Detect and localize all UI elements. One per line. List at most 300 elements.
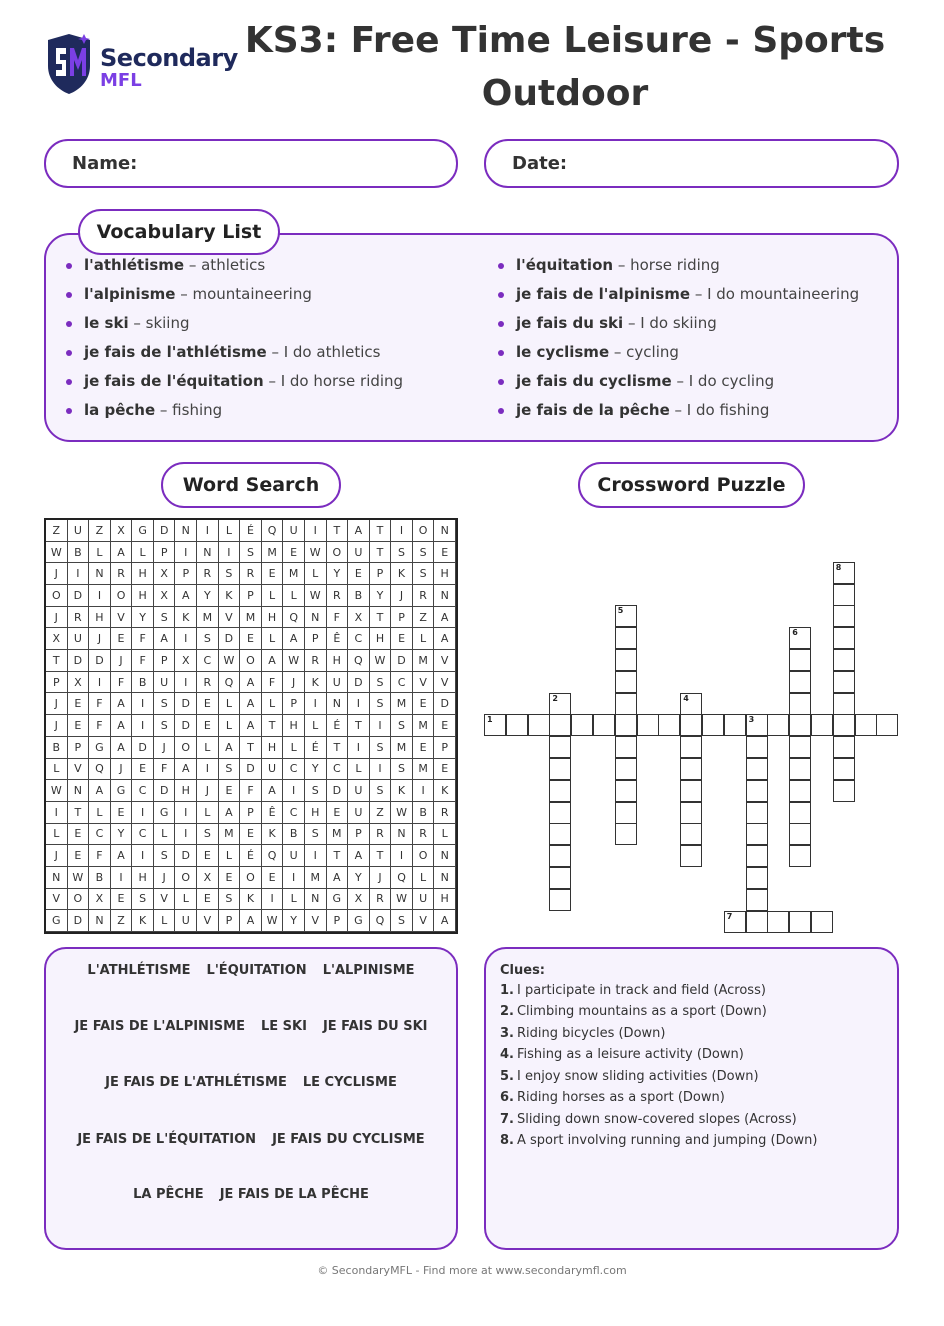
word-search-letter[interactable]: I: [370, 759, 392, 781]
crossword-cell[interactable]: [615, 627, 637, 649]
word-search-letter[interactable]: T: [68, 802, 90, 824]
word-search-letter[interactable]: L: [413, 628, 435, 650]
word-search-letter[interactable]: E: [240, 628, 262, 650]
word-search-letter[interactable]: Q: [89, 759, 111, 781]
word-search-letter[interactable]: Y: [197, 585, 219, 607]
word-search-letter[interactable]: H: [132, 867, 154, 889]
word-search-letter[interactable]: D: [68, 910, 90, 932]
word-search-letter[interactable]: E: [434, 759, 456, 781]
crossword-cell[interactable]: [833, 649, 855, 671]
word-search-letter[interactable]: A: [111, 737, 133, 759]
word-search-letter[interactable]: J: [46, 845, 68, 867]
word-search-letter[interactable]: Q: [348, 650, 370, 672]
word-search-letter[interactable]: I: [305, 693, 327, 715]
word-search-letter[interactable]: I: [132, 693, 154, 715]
word-search-letter[interactable]: T: [370, 520, 392, 542]
word-search-letter[interactable]: Y: [305, 759, 327, 781]
crossword-cell[interactable]: [615, 736, 637, 758]
word-search-letter[interactable]: S: [413, 563, 435, 585]
word-search-letter[interactable]: N: [434, 520, 456, 542]
crossword-cell[interactable]: [615, 758, 637, 780]
word-search-letter[interactable]: X: [154, 563, 176, 585]
word-search-letter[interactable]: A: [111, 542, 133, 564]
word-search-letter[interactable]: S: [219, 759, 241, 781]
word-search-letter[interactable]: E: [132, 759, 154, 781]
word-search-letter[interactable]: H: [89, 607, 111, 629]
word-search-letter[interactable]: F: [132, 628, 154, 650]
crossword-cell[interactable]: [789, 780, 811, 802]
word-search-letter[interactable]: R: [413, 824, 435, 846]
word-search-letter[interactable]: L: [283, 889, 305, 911]
crossword-cell[interactable]: [833, 584, 855, 606]
word-search-letter[interactable]: I: [89, 585, 111, 607]
word-search-letter[interactable]: M: [262, 542, 284, 564]
word-search-letter[interactable]: J: [154, 867, 176, 889]
word-search-letter[interactable]: L: [219, 693, 241, 715]
word-search-letter[interactable]: V: [197, 910, 219, 932]
crossword-cell[interactable]: [746, 802, 768, 824]
word-search-letter[interactable]: B: [68, 542, 90, 564]
word-search-letter[interactable]: Z: [46, 520, 68, 542]
word-search-letter[interactable]: V: [219, 607, 241, 629]
word-search-letter[interactable]: B: [413, 802, 435, 824]
word-search-letter[interactable]: E: [68, 715, 90, 737]
word-search-letter[interactable]: U: [413, 889, 435, 911]
crossword-cell[interactable]: [746, 758, 768, 780]
word-search-letter[interactable]: J: [46, 563, 68, 585]
word-search-letter[interactable]: K: [219, 585, 241, 607]
word-search-letter[interactable]: P: [283, 693, 305, 715]
word-search-letter[interactable]: N: [305, 607, 327, 629]
word-search-letter[interactable]: G: [132, 520, 154, 542]
word-search-letter[interactable]: G: [348, 910, 370, 932]
word-search-letter[interactable]: T: [327, 845, 349, 867]
word-search-letter[interactable]: É: [327, 715, 349, 737]
word-search-letter[interactable]: C: [283, 802, 305, 824]
word-search-letter[interactable]: L: [305, 715, 327, 737]
word-search-letter[interactable]: R: [305, 650, 327, 672]
word-search-letter[interactable]: R: [434, 802, 456, 824]
word-search-letter[interactable]: I: [283, 867, 305, 889]
word-search-letter[interactable]: N: [434, 845, 456, 867]
crossword-cell[interactable]: [571, 714, 593, 736]
word-search-letter[interactable]: E: [413, 693, 435, 715]
word-search-letter[interactable]: D: [219, 628, 241, 650]
word-search-letter[interactable]: L: [132, 542, 154, 564]
word-search-letter[interactable]: P: [154, 542, 176, 564]
word-search-letter[interactable]: V: [68, 759, 90, 781]
crossword-cell[interactable]: [833, 693, 855, 715]
word-search-letter[interactable]: M: [305, 867, 327, 889]
word-search-letter[interactable]: N: [46, 867, 68, 889]
word-search-letter[interactable]: D: [132, 737, 154, 759]
crossword-cell[interactable]: [767, 714, 789, 736]
word-search-letter[interactable]: W: [46, 780, 68, 802]
word-search-letter[interactable]: M: [327, 824, 349, 846]
word-search-letter[interactable]: J: [391, 585, 413, 607]
word-search-letter[interactable]: N: [175, 520, 197, 542]
word-search-letter[interactable]: V: [46, 889, 68, 911]
crossword-cell[interactable]: [767, 911, 789, 933]
word-search-letter[interactable]: P: [175, 563, 197, 585]
word-search-letter[interactable]: T: [370, 845, 392, 867]
word-search-letter[interactable]: V: [413, 910, 435, 932]
word-search-letter[interactable]: E: [262, 867, 284, 889]
word-search-letter[interactable]: E: [391, 628, 413, 650]
word-search-letter[interactable]: E: [434, 715, 456, 737]
word-search-letter[interactable]: I: [413, 780, 435, 802]
word-search-letter[interactable]: S: [391, 542, 413, 564]
word-search-letter[interactable]: I: [175, 628, 197, 650]
crossword-cell[interactable]: [702, 714, 724, 736]
word-search-letter[interactable]: U: [348, 542, 370, 564]
crossword-cell[interactable]: [615, 780, 637, 802]
word-search-letter[interactable]: U: [154, 672, 176, 694]
word-search-letter[interactable]: A: [175, 585, 197, 607]
crossword-cell[interactable]: [789, 823, 811, 845]
word-search-letter[interactable]: H: [434, 889, 456, 911]
word-search-letter[interactable]: J: [46, 607, 68, 629]
word-search-letter[interactable]: B: [46, 737, 68, 759]
word-search-letter[interactable]: O: [413, 520, 435, 542]
word-search-letter[interactable]: X: [175, 650, 197, 672]
word-search-letter[interactable]: S: [370, 780, 392, 802]
word-search-letter[interactable]: P: [348, 824, 370, 846]
word-search-letter[interactable]: P: [391, 607, 413, 629]
crossword-cell[interactable]: [789, 649, 811, 671]
word-search-letter[interactable]: J: [111, 650, 133, 672]
word-search-letter[interactable]: Q: [391, 867, 413, 889]
word-search-letter[interactable]: E: [68, 824, 90, 846]
crossword-cell[interactable]: [549, 693, 571, 715]
word-search-letter[interactable]: U: [68, 628, 90, 650]
word-search-letter[interactable]: K: [262, 824, 284, 846]
word-search-letter[interactable]: J: [197, 780, 219, 802]
word-search-letter[interactable]: L: [46, 759, 68, 781]
word-search-letter[interactable]: R: [240, 563, 262, 585]
word-search-letter[interactable]: N: [89, 910, 111, 932]
word-search-letter[interactable]: Z: [370, 802, 392, 824]
word-search-letter[interactable]: I: [175, 802, 197, 824]
word-search-letter[interactable]: Y: [132, 607, 154, 629]
word-search-letter[interactable]: U: [262, 759, 284, 781]
word-search-letter[interactable]: Ê: [262, 802, 284, 824]
word-search-letter[interactable]: O: [240, 650, 262, 672]
word-search-letter[interactable]: G: [327, 889, 349, 911]
word-search-letter[interactable]: I: [219, 542, 241, 564]
word-search-letter[interactable]: K: [240, 889, 262, 911]
word-search-letter[interactable]: E: [283, 542, 305, 564]
word-search-letter[interactable]: X: [68, 672, 90, 694]
word-search-letter[interactable]: I: [197, 520, 219, 542]
word-search-letter[interactable]: N: [434, 867, 456, 889]
word-search-letter[interactable]: H: [132, 563, 154, 585]
word-search-letter[interactable]: K: [434, 780, 456, 802]
word-search-letter[interactable]: Q: [262, 845, 284, 867]
word-search-letter[interactable]: E: [219, 780, 241, 802]
crossword-cell[interactable]: [615, 823, 637, 845]
date-field[interactable]: [484, 139, 899, 188]
word-search-letter[interactable]: A: [219, 802, 241, 824]
crossword-cell[interactable]: [549, 758, 571, 780]
word-search-letter[interactable]: A: [240, 715, 262, 737]
crossword-cell[interactable]: [833, 736, 855, 758]
word-search-letter[interactable]: S: [154, 715, 176, 737]
crossword-cell[interactable]: [811, 714, 833, 736]
word-search-letter[interactable]: P: [219, 910, 241, 932]
word-search-letter[interactable]: I: [370, 715, 392, 737]
crossword-cell[interactable]: [811, 911, 833, 933]
word-search-letter[interactable]: D: [154, 520, 176, 542]
word-search-letter[interactable]: S: [219, 563, 241, 585]
crossword-cell[interactable]: [746, 736, 768, 758]
word-search-letter[interactable]: A: [219, 737, 241, 759]
word-search-letter[interactable]: X: [348, 607, 370, 629]
crossword-cell[interactable]: [789, 627, 811, 649]
word-search-letter[interactable]: U: [348, 780, 370, 802]
word-search-letter[interactable]: S: [240, 542, 262, 564]
word-search-letter[interactable]: I: [197, 759, 219, 781]
crossword-cell[interactable]: [680, 736, 702, 758]
crossword-cell[interactable]: [680, 845, 702, 867]
word-search-letter[interactable]: L: [154, 910, 176, 932]
word-search-letter[interactable]: A: [240, 672, 262, 694]
crossword-cell[interactable]: [549, 867, 571, 889]
word-search-letter[interactable]: R: [111, 563, 133, 585]
word-search-letter[interactable]: I: [391, 520, 413, 542]
word-search-letter[interactable]: I: [283, 780, 305, 802]
word-search-letter[interactable]: A: [262, 780, 284, 802]
word-search-letter[interactable]: Q: [219, 672, 241, 694]
word-search-letter[interactable]: J: [370, 867, 392, 889]
word-search-letter[interactable]: Y: [348, 867, 370, 889]
word-search-letter[interactable]: L: [154, 824, 176, 846]
word-search-letter[interactable]: U: [283, 845, 305, 867]
word-search-letter[interactable]: S: [154, 693, 176, 715]
word-search-letter[interactable]: C: [327, 759, 349, 781]
crossword-cell[interactable]: [746, 911, 768, 933]
word-search-letter[interactable]: T: [370, 607, 392, 629]
word-search-letter[interactable]: W: [305, 585, 327, 607]
word-search-letter[interactable]: H: [434, 563, 456, 585]
word-search-letter[interactable]: H: [305, 802, 327, 824]
word-search-letter[interactable]: I: [111, 867, 133, 889]
crossword-cell[interactable]: [549, 823, 571, 845]
word-search-letter[interactable]: E: [240, 824, 262, 846]
word-search-letter[interactable]: I: [132, 715, 154, 737]
word-search-letter[interactable]: É: [305, 737, 327, 759]
crossword-cell[interactable]: [615, 802, 637, 824]
word-search-letter[interactable]: W: [68, 867, 90, 889]
word-search-letter[interactable]: D: [240, 759, 262, 781]
word-search-letter[interactable]: J: [46, 715, 68, 737]
word-search-letter[interactable]: R: [197, 563, 219, 585]
word-search-letter[interactable]: I: [132, 802, 154, 824]
word-search-letter[interactable]: E: [348, 563, 370, 585]
crossword-cell[interactable]: [789, 911, 811, 933]
word-search-letter[interactable]: N: [391, 824, 413, 846]
name-field[interactable]: [44, 139, 458, 188]
word-search-letter[interactable]: P: [46, 672, 68, 694]
word-search-letter[interactable]: H: [175, 780, 197, 802]
crossword-cell[interactable]: [549, 845, 571, 867]
crossword-cell[interactable]: [615, 714, 637, 736]
word-search-letter[interactable]: O: [327, 542, 349, 564]
word-search-letter[interactable]: Y: [327, 563, 349, 585]
word-search-letter[interactable]: X: [111, 520, 133, 542]
crossword-cell[interactable]: [746, 889, 768, 911]
crossword-cell[interactable]: [789, 671, 811, 693]
word-search-letter[interactable]: L: [434, 824, 456, 846]
word-search-letter[interactable]: F: [89, 715, 111, 737]
word-search-letter[interactable]: C: [132, 780, 154, 802]
word-search-letter[interactable]: Ê: [327, 628, 349, 650]
word-search-letter[interactable]: R: [68, 607, 90, 629]
word-search-letter[interactable]: W: [219, 650, 241, 672]
crossword-cell[interactable]: [615, 605, 637, 627]
word-search-letter[interactable]: A: [434, 910, 456, 932]
word-search-letter[interactable]: W: [391, 802, 413, 824]
word-search-letter[interactable]: S: [305, 824, 327, 846]
crossword-cell[interactable]: [833, 714, 855, 736]
word-search-letter[interactable]: X: [348, 889, 370, 911]
word-search-letter[interactable]: I: [391, 845, 413, 867]
word-search-letter[interactable]: C: [89, 824, 111, 846]
crossword-cell[interactable]: [724, 714, 746, 736]
word-search-letter[interactable]: Y: [283, 910, 305, 932]
word-search-letter[interactable]: W: [283, 650, 305, 672]
word-search-letter[interactable]: E: [111, 889, 133, 911]
word-search-letter[interactable]: D: [68, 585, 90, 607]
word-search-letter[interactable]: S: [391, 715, 413, 737]
word-search-letter[interactable]: G: [154, 802, 176, 824]
crossword-cell[interactable]: [615, 649, 637, 671]
word-search-letter[interactable]: D: [175, 715, 197, 737]
word-search-letter[interactable]: B: [89, 867, 111, 889]
word-search-letter[interactable]: I: [175, 824, 197, 846]
word-search-letter[interactable]: J: [154, 737, 176, 759]
word-search-letter[interactable]: L: [89, 542, 111, 564]
word-search-letter[interactable]: C: [283, 759, 305, 781]
word-search-letter[interactable]: U: [175, 910, 197, 932]
word-search-letter[interactable]: H: [262, 737, 284, 759]
crossword-cell[interactable]: [789, 736, 811, 758]
word-search-letter[interactable]: H: [327, 650, 349, 672]
crossword-cell[interactable]: [549, 714, 571, 736]
word-search-letter[interactable]: P: [327, 910, 349, 932]
word-search-letter[interactable]: E: [197, 889, 219, 911]
crossword-cell[interactable]: [506, 714, 528, 736]
crossword-cell[interactable]: [746, 780, 768, 802]
crossword-cell[interactable]: [637, 714, 659, 736]
word-search-letter[interactable]: M: [219, 824, 241, 846]
word-search-letter[interactable]: D: [175, 845, 197, 867]
crossword-cell[interactable]: [789, 845, 811, 867]
word-search-letter[interactable]: M: [197, 607, 219, 629]
word-search-letter[interactable]: I: [175, 542, 197, 564]
word-search-letter[interactable]: F: [154, 759, 176, 781]
word-search-letter[interactable]: E: [262, 563, 284, 585]
word-search-letter[interactable]: Z: [89, 520, 111, 542]
word-search-letter[interactable]: K: [175, 607, 197, 629]
word-search-letter[interactable]: S: [197, 628, 219, 650]
word-search-letter[interactable]: L: [305, 563, 327, 585]
word-search-letter[interactable]: I: [175, 672, 197, 694]
word-search-letter[interactable]: I: [132, 845, 154, 867]
crossword-cell[interactable]: [746, 845, 768, 867]
word-search-letter[interactable]: S: [370, 693, 392, 715]
word-search-letter[interactable]: O: [413, 845, 435, 867]
word-search-letter[interactable]: L: [219, 715, 241, 737]
word-search-letter[interactable]: G: [89, 737, 111, 759]
word-search-letter[interactable]: S: [391, 910, 413, 932]
word-search-letter[interactable]: V: [434, 650, 456, 672]
crossword-cell[interactable]: [789, 693, 811, 715]
word-search-letter[interactable]: J: [89, 628, 111, 650]
word-search-letter[interactable]: R: [413, 585, 435, 607]
crossword-cell[interactable]: [833, 605, 855, 627]
crossword-cell[interactable]: [833, 758, 855, 780]
word-search-letter[interactable]: V: [434, 672, 456, 694]
word-search-letter[interactable]: Y: [111, 824, 133, 846]
word-search-letter[interactable]: W: [391, 889, 413, 911]
crossword-cell[interactable]: [528, 714, 550, 736]
word-search-letter[interactable]: J: [283, 672, 305, 694]
word-search-letter[interactable]: E: [434, 542, 456, 564]
word-search-letter[interactable]: S: [391, 759, 413, 781]
word-search-letter[interactable]: L: [197, 737, 219, 759]
word-search-letter[interactable]: A: [327, 867, 349, 889]
word-search-letter[interactable]: F: [89, 693, 111, 715]
word-search-letter[interactable]: A: [348, 845, 370, 867]
word-search-letter[interactable]: V: [111, 607, 133, 629]
word-search-letter[interactable]: S: [132, 889, 154, 911]
crossword-cell[interactable]: [724, 911, 746, 933]
word-search-letter[interactable]: J: [111, 759, 133, 781]
crossword-cell[interactable]: [549, 802, 571, 824]
word-search-letter[interactable]: P: [305, 628, 327, 650]
word-search-letter[interactable]: N: [68, 780, 90, 802]
crossword-cell[interactable]: [789, 802, 811, 824]
word-search-letter[interactable]: E: [197, 715, 219, 737]
word-search-letter[interactable]: V: [305, 910, 327, 932]
word-search-letter[interactable]: T: [240, 737, 262, 759]
word-search-letter[interactable]: E: [197, 693, 219, 715]
word-search-letter[interactable]: D: [327, 780, 349, 802]
word-search-letter[interactable]: X: [154, 585, 176, 607]
word-search-letter[interactable]: S: [370, 672, 392, 694]
word-search-letter[interactable]: L: [175, 889, 197, 911]
word-search-letter[interactable]: P: [240, 585, 262, 607]
word-search-letter[interactable]: T: [370, 542, 392, 564]
word-search-letter[interactable]: S: [197, 824, 219, 846]
word-search-letter[interactable]: D: [348, 672, 370, 694]
word-search-letter[interactable]: I: [89, 672, 111, 694]
word-search-letter[interactable]: U: [327, 672, 349, 694]
word-search-letter[interactable]: A: [154, 628, 176, 650]
word-search-letter[interactable]: J: [46, 693, 68, 715]
crossword-cell[interactable]: [680, 780, 702, 802]
word-search-letter[interactable]: Z: [111, 910, 133, 932]
crossword-cell[interactable]: [680, 693, 702, 715]
word-search-letter[interactable]: M: [413, 650, 435, 672]
word-search-letter[interactable]: E: [413, 737, 435, 759]
word-search-letter[interactable]: I: [305, 845, 327, 867]
word-search-letter[interactable]: H: [132, 585, 154, 607]
word-search-letter[interactable]: W: [262, 910, 284, 932]
word-search-letter[interactable]: Q: [262, 520, 284, 542]
word-search-letter[interactable]: B: [132, 672, 154, 694]
